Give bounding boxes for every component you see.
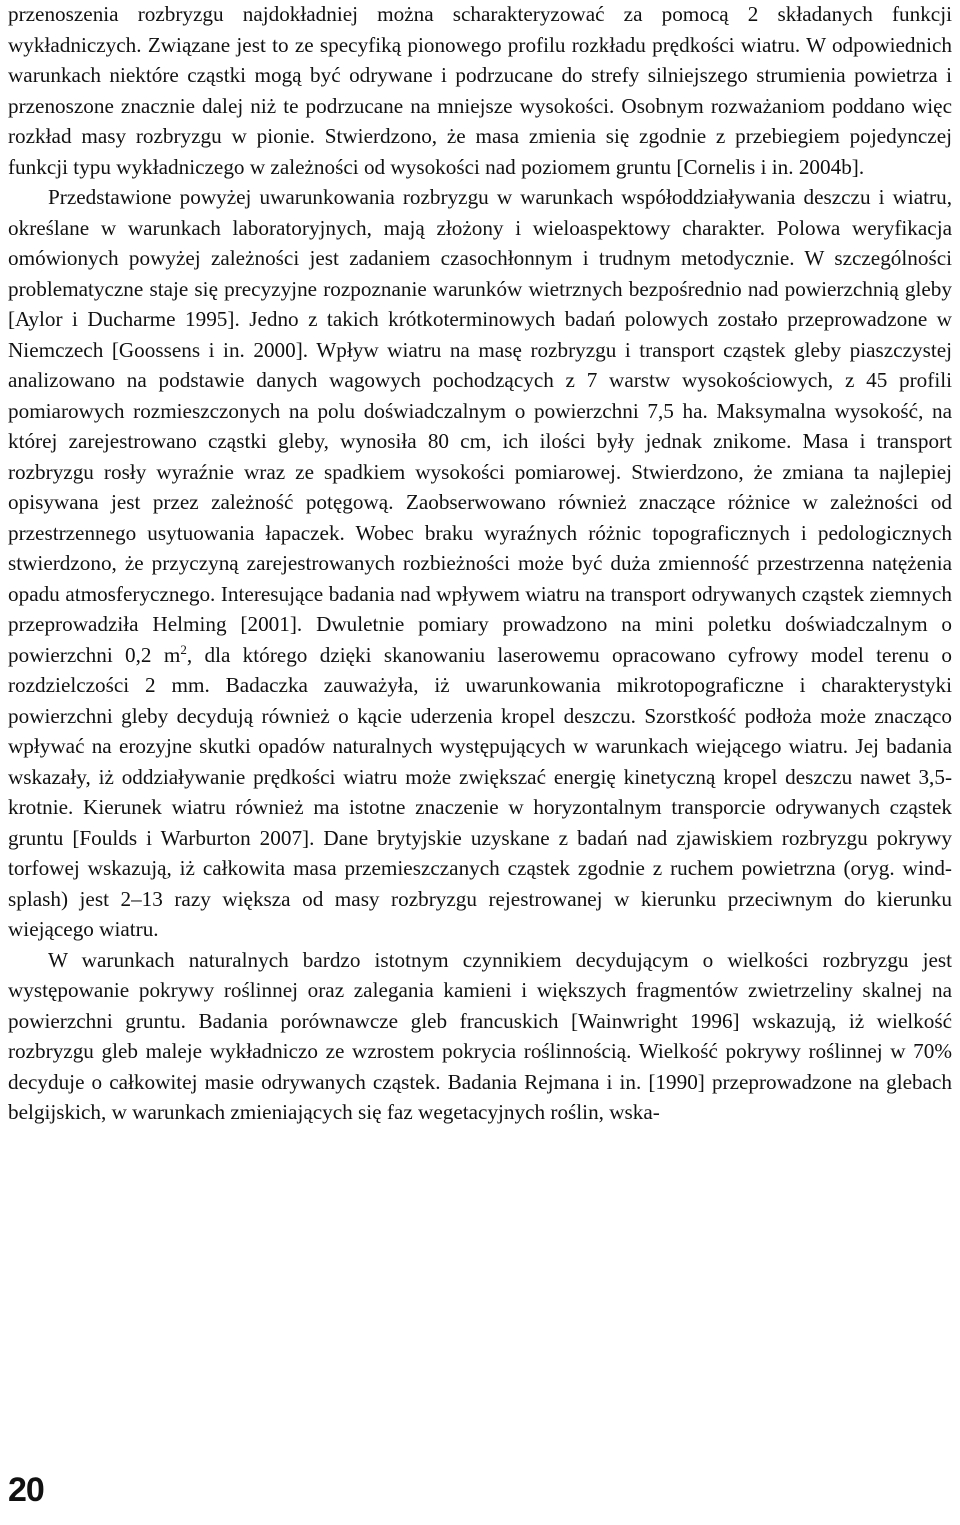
paragraph-1: przenoszenia rozbryzgu najdokładniej można scharakteryzować za pomocą 2 składanych funkcji wykładniczych. Związane jest to ze specyfiką pionowego profilu rozkładu prędkości wiatru. W odpowiednich warunkach niektóre cząstki mogą być odrywane i podrzucane do strefy silniejszego strumienia powietrza i przenoszone znacznie dalej niż te podrzucane na mniejsze wysokości. Osobnym rozważaniom poddano więc rozkład masy rozbryzgu w pionie. Stwierdzono, że masa zmienia się zgodnie z przebiegiem pojedynczej funkcji typu wykładniczego w zależności od wysokości nad poziomem gruntu [Cornelis i in. 2004b]. [8,2,952,179]
page-number: 20 [8,1471,44,1509]
paragraph-3: W warunkach naturalnych bardzo istotnym czynnikiem decydującym o wielkości rozbryzgu jest występowanie pokrywy roślinnej oraz zalegania kamieni i większych fragmentów zwietrzeliny skalnej na powierzchni gruntu. Badania porównawcze gleb francuskich [Wainwright 1996] wskazują, iż wielkość rozbryzgu gleb maleje wykładniczo ze wzrostem pokrycia roślinnością. Wielkość pokrywy roślinnej w 70% decyduje o całkowitej masie odrywanych cząstek. Badania Rejmana i in. [1990] przeprowadzone na glebach belgijskich, w warunkach zmieniających się faz wegetacyjnych roślin, wska- [8,947,952,1124]
page-body [8,0,952,1128]
paragraph-2-text-b: , dla którego dzięki skanowaniu laserowemu opracowano cyfrowy model terenu o rozdzielczości 2 mm. Badaczka zauważyła, iż uwarunkowania mikrotopograficzne i charakterystyki powierzchni gleby decydują również o kącie uderzenia kropel deszczu. Szorstkość podłoża może znacząco wpływać na erozyjne skutki opadów naturalnych występujących w warunkach wiejącego wiatru. Jej badania wskazały, iż oddziaływanie prędkości wiatru może zwiększać energię kinetyczną kropel deszczu nawet 3,5-krotnie. Kierunek wiatru również ma istotne znaczenie w horyzontalnym transporcie odrywanych cząstek gruntu [Foulds i Warburton 2007]. Dane brytyjskie uzyskane z badań nad zjawiskiem rozbryzgu pokrywy torfowej wskazują, iż całkowita masa przemieszczanych cząstek zgodnie z ruchem powietrzna (oryg. wind-splash) jest 2–13 razy większa od masy rozbryzgu rejestrowanej w kierunku przeciwnym do kierunku wiejącego wiatru. [8,642,952,941]
superscript-exponent: 2 [180,641,187,657]
paragraph-2 [8,182,952,945]
paragraph-2-text-a: Przedstawione powyżej uwarunkowania rozbryzgu w warunkach współoddziaływania deszczu i wiatru, określane w warunkach laboratoryjnych, mają złożony i wieloaspektowy charakter. Polowa weryfikacja omówionych powyżej zależności jest zadaniem czasochłonnym i trudnym metodycznie. W szczególności problematyczne staje się precyzyjne rozpoznanie warunków wietrznych bezpośrednio nad powierzchnią gleby [Aylor i Ducharme 1995]. Jedno z takich krótkoterminowych badań polowych zostało przeprowadzone w Niemczech [Goossens i in. 2000]. Wpływ wiatru na masę rozbryzgu i transport cząstek gleby piaszczystej analizowano na podstawie danych wagowych pochodzących z 7 warstw wysokościowych, z 45 profili pomiarowych rozmieszczonych na polu doświadczalnym o powierzchni 7,5 ha. Maksymalna wysokość, na której zarejestrowano cząstki gleby, wynosiła 80 cm, ich ilości były jednak znikome. Masa i transport rozbryzgu rosły wyraźnie wraz ze spadkiem wysokości pomiarowej. Stwierdzono, że zmiana ta najlepiej opisywana jest przez zależność potęgową. Zaobserwowano również znaczące różnice w zależności od przestrzennego usytuowania łapaczek. Wobec braku wyraźnych różnic topograficznych i pedologicznych stwierdzono, że przyczyną zarejestrowanych rozbieżności może być duża zmienność przestrzenna natężenia opadu atmosferycznego. Interesujące badania nad wpływem wiatru na transport odrywanych cząstek ziemnych przeprowadziła Helming [2001]. Dwuletnie pomiary prowadzono na mini poletku doświadczalnym o powierzchni 0,2 m [8,185,952,667]
